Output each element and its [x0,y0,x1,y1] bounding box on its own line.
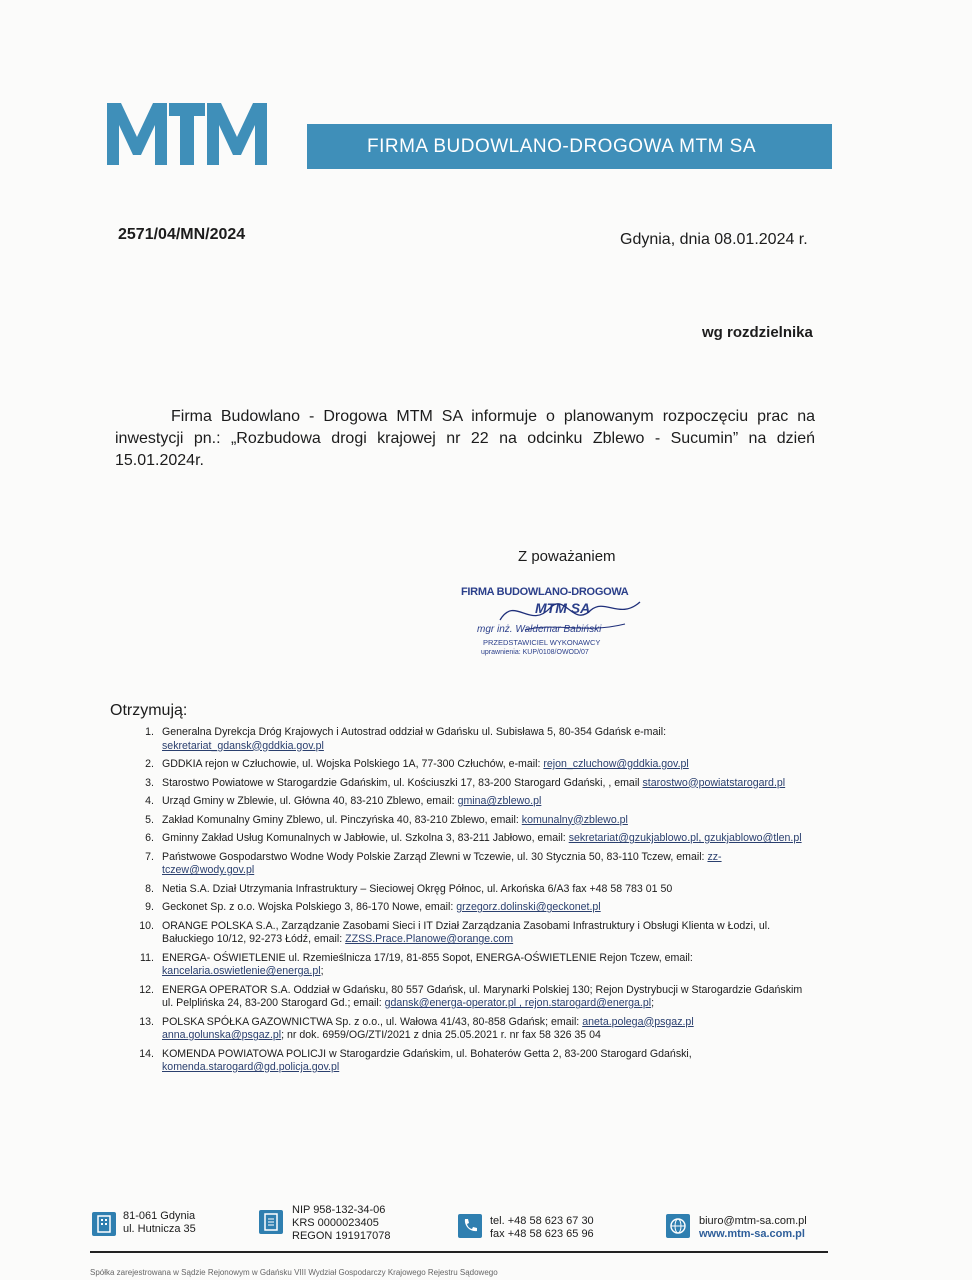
recipient-email-link[interactable]: sekretariat_gdansk@gddkia.gov.pl [162,739,324,752]
recipient-number: 3. [145,776,154,789]
recipient-item [132,920,812,947]
footer-krs: KRS 0000023405 [292,1217,379,1229]
recipient-email-link[interactable]: sekretariat@gzukjablowo.pl, gzukjablowo@tlen.pl [568,832,802,844]
recipient-email-link[interactable]: gdansk@energa-operator.pl , rejon.starogard@energa.pl [384,997,652,1009]
footer-regon: REGON 191917078 [292,1230,391,1242]
recipient-email-link[interactable]: rejon_czluchow@gddkia.gov.pl [543,758,689,770]
recipient-text: ENERGA- OŚWIETLENIE ul. Rzemieślnicza 17/19, 81-855 Sopot, ENERGA-OŚWIETLENIE Rejon Tczew, email: [162,951,693,964]
company-stamp [455,580,670,670]
footer-tel: tel. +48 58 623 67 30 [490,1215,594,1227]
recipient-text: POLSKA SPÓŁKA GAZOWNICTWA Sp. z o.o., ul. Wałowa 41/43, 80-858 Gdańsk; email: [162,1015,583,1028]
recipient-number: 14. [139,1047,154,1060]
footer-web [699,1215,807,1241]
recipient-number: 8. [145,882,154,895]
recipient-text: GDDKIA rejon w Człuchowie, ul. Wojska Polskiego 1A, 77-300 Człuchów, e-mail: [162,758,544,770]
mtm-logo-icon [107,103,267,165]
recipient-number: 5. [145,813,154,826]
recipient-tail: ; [320,965,324,977]
stamp-line-2: MTM SA [535,600,591,616]
recipients-list [132,726,812,1080]
recipient-item [132,726,812,753]
recipient-text: Starostwo Powiatowe w Starogardzie Gdańskim, ul. Kościuszki 17, 83-200 Starogard Gdański, , email [162,776,643,789]
recipient-email-link[interactable]: kancelaria.oswietlenie@energa.pl [162,965,321,977]
footer-registration [292,1204,390,1243]
recipient-text: Generalna Dyrekcja Dróg Krajowych i Autostrad oddział w Gdańsku ul. Subisława 5, 80-354 Gdańsk e-mail: [162,726,667,738]
recipient-number: 12. [139,983,154,996]
globe-icon [666,1214,690,1238]
stamp-line-5: uprawnienia: KUP/0108/OWOD/07 [481,649,589,656]
recipient-item [132,1016,812,1043]
recipient-number: 1. [145,726,154,738]
recipient-tail: ; nr dok. 6959/OG/ZTI/2021 z dnia 25.05.2021 r. nr fax 58 326 35 04 [281,1029,601,1041]
letter-body-text: Firma Budowlano - Drogowa MTM SA informuje o planowanym rozpoczęciu prac na inwestycji pn.: „Rozbudowa drogi krajowej nr 22 na odcinku Zblewo - Sucumin” na dzień 15.01.2024r. [115,408,815,469]
recipient-number: 7. [145,850,154,863]
recipient-number: 4. [145,795,154,807]
phone-icon [458,1214,482,1238]
footer-address-line1: 81-061 Gdynia [123,1210,196,1222]
recipient-email-link[interactable]: zz-tczew@wody.gov.pl [162,850,722,876]
recipient-number: 13. [139,1015,154,1028]
recipient-tail: ; [651,997,655,1009]
recipient-text: Geckonet Sp. z o.o. Wojska Polskiego 3, 86-170 Nowe, email: [162,901,457,913]
footer-legal-note: Spółka zarejestrowana w Sądzie Rejonowym w Gdańsku VIII Wydział Gospodarczy Krajowego Rejestru Sądowego [90,1268,498,1277]
footer-nip: NIP 958-132-34-06 [292,1204,386,1216]
stamp-line-3: mgr inż. Waldemar Babiński [477,624,602,635]
recipients-heading: Otrzymują: [110,702,188,719]
document-icon [259,1210,283,1234]
recipient-text: ORANGE POLSKA S.A., Zarządzanie Zasobami Sieci i IT Dział Zarządzania Zasobami Infrastruktury i Obsługi Klienta w Łodzi, ul. Bałuckiego 10/12, 92-273 Łódź, email: [162,919,771,945]
stamp-line-4: PRZEDSTAWICIEL WYKONAWCY [483,638,601,647]
footer-email[interactable]: biuro@mtm-sa.com.pl [699,1215,807,1227]
recipient-email-link[interactable]: komunalny@zblewo.pl [521,813,628,826]
signature-icon [495,590,645,638]
recipient-text: KOMENDA POWIATOWA POLICJI w Starogardzie Gdańskim, ul. Bohaterów Getta 2, 83-200 Starogard Gdański, [162,1047,692,1060]
building-icon [92,1212,116,1236]
recipient-text: Gminny Zakład Usług Komunalnych w Jabłowie, ul. Szkolna 3, 83-211 Jabłowo, email: [162,832,569,844]
recipient-text: Netia S.A. Dział Utrzymania Infrastruktury – Sieciowej Okręg Północ, ul. Arkońska 6/A3 fax +48 58 783 01 50 [162,882,673,895]
recipient-item [132,795,812,809]
recipient-item [132,851,812,878]
recipient-number: 9. [145,901,154,913]
recipient-email-link[interactable]: grzegorz.dolinski@geckonet.pl [456,901,601,913]
footer-phone [490,1215,594,1241]
recipient-text: Zakład Komunalny Gminy Zblewo, ul. Pinczyńska 40, 83-210 Zblewo, email: [162,813,522,826]
footer-divider [90,1251,828,1253]
recipient-item [132,901,812,915]
recipient-email-link[interactable]: ZZSS.Prace.Planowe@orange.com [345,933,514,945]
recipient-item [132,1048,812,1075]
recipient-email-link[interactable]: aneta.polega@psgaz.pl anna.golunska@psgaz.pl [162,1015,694,1041]
closing-phrase: Z poważaniem [518,548,616,565]
footer-fax: fax +48 58 623 65 96 [490,1228,594,1240]
recipient-item [132,814,812,828]
footer-address-line2: ul. Hutnicza 35 [123,1223,196,1235]
recipient-item [132,777,812,791]
recipient-text: Państwowe Gospodarstwo Wodne Wody Polskie Zarząd Zlewni w Tczewie, ul. 30 Stycznia 50, 83-110 Tczew, email: [162,850,708,863]
footer-www[interactable]: www.mtm-sa.com.pl [699,1228,805,1240]
addressee: wg rozdzielnika [702,324,813,341]
document-reference: 2571/04/MN/2024 [118,226,246,243]
recipient-item [132,952,812,979]
recipient-number: 11. [140,951,154,964]
recipient-email-link[interactable]: komenda.starogard@gd.policja.gov.pl [162,1061,340,1073]
recipient-email-link[interactable]: starostwo@powiatstarogard.pl [642,776,786,789]
company-name-band: FIRMA BUDOWLANO-DROGOWA MTM SA [307,124,832,169]
recipient-number: 10. [139,919,154,932]
recipient-text: Urząd Gminy w Zblewie, ul. Główna 40, 83-210 Zblewo, email: [162,795,458,807]
recipient-text: ENERGA OPERATOR S.A. Oddział w Gdańsku, 80 557 Gdańsk, ul. Marynarki Polskiej 130; Rejon Dystrybucji w Starogardzie Gdańskim ul. Pelplińska 24, 83-200 Starogard Gd.; email: [162,983,803,1009]
recipient-number: 6. [145,832,154,844]
letter-body [115,406,815,472]
recipient-number: 2. [145,758,154,770]
recipient-item [132,758,812,772]
recipient-item [132,984,812,1011]
recipient-item [132,832,812,846]
document-date: Gdynia, dnia 08.01.2024 r. [620,231,808,248]
recipient-item [132,883,812,897]
recipient-email-link[interactable]: gmina@zblewo.pl [457,795,542,807]
footer-address [123,1210,196,1236]
stamp-line-1: FIRMA BUDOWLANO-DROGOWA [461,586,629,598]
